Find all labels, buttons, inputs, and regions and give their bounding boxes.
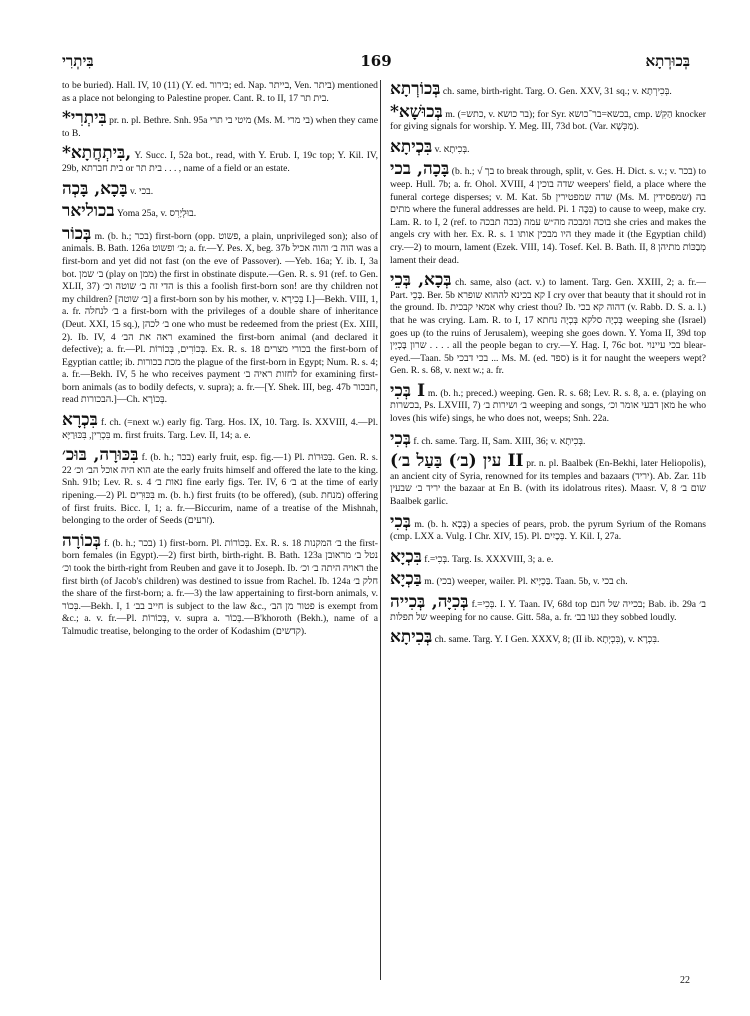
dictionary-entry (62, 225, 378, 407)
entry-headword: בְּכָא, בְּכֵי (390, 270, 452, 291)
entry-headword: בִּכְרָא (62, 410, 98, 431)
header-left-guide-word: בִּיתְרִי (62, 52, 94, 70)
dictionary-entry (390, 513, 706, 544)
entry-paragraph (390, 103, 706, 134)
entry-definition: m. (=כתש, v. בר כושא); for Syr. בכשא=בר־כושא, cmp. הַקִּשׁ knocker for giving signals for worship. Y. Meg. III, 73d bot. (Var. מַכְּשָׁא). (390, 108, 706, 133)
dictionary-entry (390, 593, 706, 624)
dictionary-entry (390, 628, 706, 647)
entry-paragraph (62, 180, 378, 199)
entry-headword: בְּכִי (390, 511, 411, 532)
entry-paragraph (390, 382, 706, 426)
right-column (390, 80, 706, 651)
entry-headword: (עין (ב׳) בַּעַל ב׳ II (390, 451, 524, 472)
entry-paragraph (390, 628, 706, 647)
entry-headword: בָּכָה, בכי (390, 159, 450, 180)
dictionary-entry (62, 411, 378, 442)
entry-headword: בְּכִיָּה, בְּכִייה (390, 592, 469, 612)
entry-paragraph (390, 452, 706, 508)
dictionary-entry (390, 548, 706, 567)
entry-definition: f. (b. h.; בכר) early fruit, esp. fig.—1) Pl. בִּכּוּרוֹת. Gen. R. s. 22 הוא היה אוכל הב׳ וכ׳ ate the early fruits himself and offered the late to the king. Snh. 91b; Lev. R. s. 4 נאות ב׳ fine early figs. Ter. IV, 6 ב׳ at the time of early ripening.—2) Pl. בִּכּוּרִים m. (b. h.) first fruits (to be offered), (sub. מנחת) offering of first fruits. Bicc. I, 1; a. fr.—Biccurim, name of a treatise of the Mishnah, belonging to the order of Seeds (זרעים). (62, 452, 379, 527)
entry-paragraph (62, 411, 378, 442)
entry-paragraph (62, 80, 378, 105)
dictionary-entry (62, 80, 378, 105)
entry-definition: pr. n. pl. Bethre. Snh. 95a מיטי בי תרי (Ms. M. בי מרי) when they came to B. (62, 115, 378, 139)
entry-paragraph (390, 80, 706, 99)
dictionary-entry (62, 446, 378, 528)
entry-paragraph (62, 202, 378, 221)
entry-definition: f. ch. same. Targ. II, Sam. XIII, 36; v. בְּכִיתָא. (413, 435, 586, 447)
left-column (62, 80, 378, 643)
entry-paragraph (62, 109, 378, 140)
entry-paragraph (390, 160, 706, 267)
dictionary-entry (62, 144, 378, 175)
dictionary-entry (390, 430, 706, 449)
dictionary-entry (390, 103, 706, 134)
entry-headword: בִּכְיָא (390, 546, 422, 567)
entry-definition: f. (b. h.; בכר) 1) first-born. Pl. בְּכוֹרוֹת. Ex. R. s. 18 ב׳ המקנות the first-born females (in Egypt).—2) first birth, birth-right. B. Bath. 123a נטל ב׳ מראובן וכ׳ took the birth-right from Reuben and gave it to Joseph. Ib. ראויה היתה ב׳ וכ׳ the first birth (of Jacob's children) was destined to issue from Rachel. Ib. 124a חלק ב׳ the share of the first-born; a. fr.—3) the law appertaining to first-born animals, v. בְּכוֹר.—Bekh. I, 1 חייב בב׳ is subject to the law &c., פטור מן הב׳ is exempt from &c.; a. v. fr.—Pl. בְּכוֹרוֹת, v. supra a. בְּכוֹר.—B'khoroth (Bekh.), name of a Talmudic treatise, belonging to the order of Kodashim (קדשים). (62, 537, 379, 637)
entry-headword: *בְּכוּשָׁא (390, 101, 443, 122)
entry-headword: בכוליאר (62, 201, 115, 222)
entry-paragraph (390, 570, 706, 589)
entry-headword: בְּכִי I (390, 380, 426, 401)
entry-definition: ch. same. Targ. Y. I Gen. XXXV, 8; (II ib. בִּכְיְתָא), v. בִּכְרָא. (434, 634, 660, 646)
entry-headword: בִּכְיתָא (390, 136, 433, 157)
entry-headword: בִּכּוּרָה, בּוּכ׳ (62, 445, 139, 466)
entry-headword: בְּכוֹרְתָא (390, 79, 441, 99)
entry-definition: Y. Succ. I, 52a bot., read, with Y. Erub. I, 19c top; Y. Kil. IV, 29b, בית חברתא or בית תר . . . , name of a field or an estate. (62, 150, 378, 174)
entry-definition: pr. n. pl. Baalbek (En-Bekhi, later Heliopolis), an ancient city of Syria, renowned for its temples and bazaars (יריד). Ab. Zar. 11b יריד ב׳ שבעין the bazaar at En B. (with its idolatrous rites). Maasr. V, 8 שום ב׳ Baalbek garlic. (390, 458, 706, 508)
entry-paragraph (390, 430, 706, 449)
page-header (62, 52, 690, 74)
entry-definition: m. (b. h. בָּכָא) a species of pears, prob. the pyrum Syrium of the Romans (cmp. LXX a. Vulg. I Chr. XIV, 15). Pl. בְּכָיִים. Y. Kil. I, 27a. (390, 518, 706, 543)
entry-headword: בַּכְיָא (390, 569, 422, 590)
entry-paragraph (62, 532, 378, 639)
dictionary-entry (390, 382, 706, 426)
entry-paragraph (62, 446, 378, 528)
entry-definition: f.=בְּכִי. Targ. Is. XXXVIII, 3; a. e. (424, 553, 554, 565)
entry-headword: *בִּיתְרִי (62, 108, 107, 129)
entry-headword: בָּכָא, בָּכְה (62, 178, 128, 199)
page-number: 169 (360, 52, 392, 70)
entry-headword: *בִּיתְחֲתָא, (62, 143, 132, 164)
entry-headword: בְּכוֹר (62, 223, 92, 244)
entry-paragraph (390, 593, 706, 624)
entry-definition: Yoma 25a, v. בוּלְיָרִס. (116, 208, 197, 220)
dictionary-entry (62, 532, 378, 639)
dictionary-entry (62, 109, 378, 140)
entry-paragraph (62, 225, 378, 407)
entry-paragraph (390, 138, 706, 157)
dictionary-entry (62, 180, 378, 199)
entry-paragraph (390, 271, 706, 378)
entry-paragraph (390, 548, 706, 567)
entry-definition: ch. same, also (act. v.) to lament. Targ. Gen. XXIII, 2; a. fr.—Part. בָּכֵי. Ber. 5b קא בכינא לההוא שופרא I cry over that beauty that it should rot in the ground. Ib. אמאי קבכית why criest thou? Ib. דהוה קא בכי (v. Rabb. D. S. a. l.) that he was crying. Lam. R. to I, 17 בְּכְיָה סלקא בְּכְיָה נחתא weeping she (Israel) goes up (to the ruins of Jerusalem), weeping she goes down. Y. Yoma II, 39d top שרון בָּכְיָין . . . . all the people began to cry.—Y. Hag. I, 76c bot. בכי עיינוי blear-eyed.—Taan. 5b בכי דבכי ... Ms. M. (ed. ספד) is it for naught the weepers wept? Gen. R. s. 68, v. next w.; a. fr. (390, 277, 706, 377)
entry-definition: m. (b. h.; בכר) first-born (opp. פשוט, a plain, unprivileged son); also of animals. B. Bath. 126a ב׳ ופשוט; a. fr.—Y. Pes. X, beg. 37b הוה ב׳ והוה אכיל was a first-born and yet did not fast (on the eve of Passover). —Yeb. 16a; Y. ib. I, 3a bot. ב׳ שמן (play on ממן) the first in obstinate dispute.—Gen. R. s. 91 (ref. to Gen. XLII, 37) הדי זה ב׳ שוטה וכ׳ is this a foolish first-born son! are thy children not my children? [ב׳ שוטה] a first-born son by his mother, v. בְּכִירָא I.]—Bekh. VIII, 1, a. fr. ב׳ לנחלה a first-born with the privileges of a double share of inheritance (Deut. XXI, 15 sq.), ב׳ לכהן one who must be redeemed from the priest (Ex. XIII, 2). Ib. IV, 4 ראה את הב׳ examined the first-born animal (and declared it defective); a. fr.—Pl. בְּכוֹרִים, בְּכוֹרוֹת. Ex. R. s. 18 בכורי מצרים the first-born of Egyptian cattle; ib. מכת בכורות the plague of the first-born in Egypt; Num. R. s. 4; a. fr.—Bekh. IV, 5 he who receives payment לחזות ראיה ב׳ for examining first-born animals (as to bodily defects, v. supra); a. fr.—[Y. Shek. III, beg. 47b חבכור, read הבכורות.]—Ch. בְּכוֹרָא. (62, 230, 379, 406)
dictionary-entry (390, 570, 706, 589)
entry-headword: בְּכִיתָא (390, 627, 433, 648)
dictionary-entry (390, 271, 706, 378)
header-right-guide-word: בְּכוּרְתָא (645, 52, 690, 70)
dictionary-entry (390, 452, 706, 508)
entry-definition: to be buried). Hall. IV, 10 (11) (Y. ed. בירור; ed. Nap. בייתר, Ven. ביתר) mentioned as a place not belonging to Palestine proper. Cant. R. to II, 17 בית תר. (62, 80, 378, 104)
entry-definition: (b. h.; √ בך to break through, split, v. Ges. H. Dict. s. v.; v. בכר) to weep. Hull. 7b; a. fr. Ohol. XVIII, 4 שדה בוכין weepers' field, a place where the funeral cortege disperses; v. M. Kat. 5b שדה שמפטירין (Ms. M. שמפסידין) בה מתים where the funeral addresses are held. Pi. בִּכָּה 1) to cause to weep, make cry. Lam. R. to I, 2 (ref. to בכה תבכה) בוכה ומבכה מה״ש עמה she cries and makes the angels cry with her. Ex. R. s. 1 היו מבכין אותו they made it (the Egyptian child) cry.—2) to mourn, lament (Ezek. VIII, 14). Tosef. Kel. B. Bath. II, 8 מְבַכּוֹת מתיהן lament their dead. (390, 166, 706, 266)
entry-definition: f.=בְּכִי. I. Y. Taan. IV, 68d top בכייה של חנם; Bab. ib. 29a ב׳ של תפלות weeping for no cause. Gitt. 58a, a. fr. געו בב׳ they sobbed loudly. (390, 599, 706, 623)
entry-definition: ch. same, birth-right. Targ. O. Gen. XXV, 31 sq.; v. בְּכִירְתָא. (442, 86, 672, 97)
entry-headword: בְּכִי (390, 428, 411, 449)
entry-headword: בְּכוֹרָה (62, 530, 101, 551)
dictionary-entry (390, 160, 706, 267)
entry-paragraph (390, 513, 706, 544)
entry-paragraph (62, 144, 378, 175)
dictionary-entry (62, 202, 378, 221)
signature-mark: 22 (680, 975, 690, 986)
dictionary-entry (390, 80, 706, 99)
entry-definition: f. ch. (=next w.) early fig. Targ. Hos. IX, 10. Targ. Is. XXVIII, 4.—Pl. בִּכְרִין, בִּכּוּרַיָּא m. first fruits. Targ. Lev. II, 14; a. e. (62, 417, 378, 441)
entry-definition: m. (b. h.; preced.) weeping. Gen. R. s. 68; Lev. R. s. 8, a. e. (playing on בכשרות, Ps. LXVIII, 7) ב׳ ושירות ב׳ weeping and songs, מאן דבעי אומר וכ׳ he who loves (his wife) sings, he who does not, weeps; Snh. 22a. (390, 387, 707, 425)
entry-definition: m. (בכי) weeper, wailer. Pl. בַּכְיָיא. Taan. 5b, v. בכי ch. (424, 576, 628, 588)
dictionary-entry (390, 138, 706, 157)
column-divider (380, 80, 381, 980)
entry-definition: v. בכי. (129, 185, 154, 197)
entry-definition: v. בְּכִיתָא. (434, 143, 470, 155)
